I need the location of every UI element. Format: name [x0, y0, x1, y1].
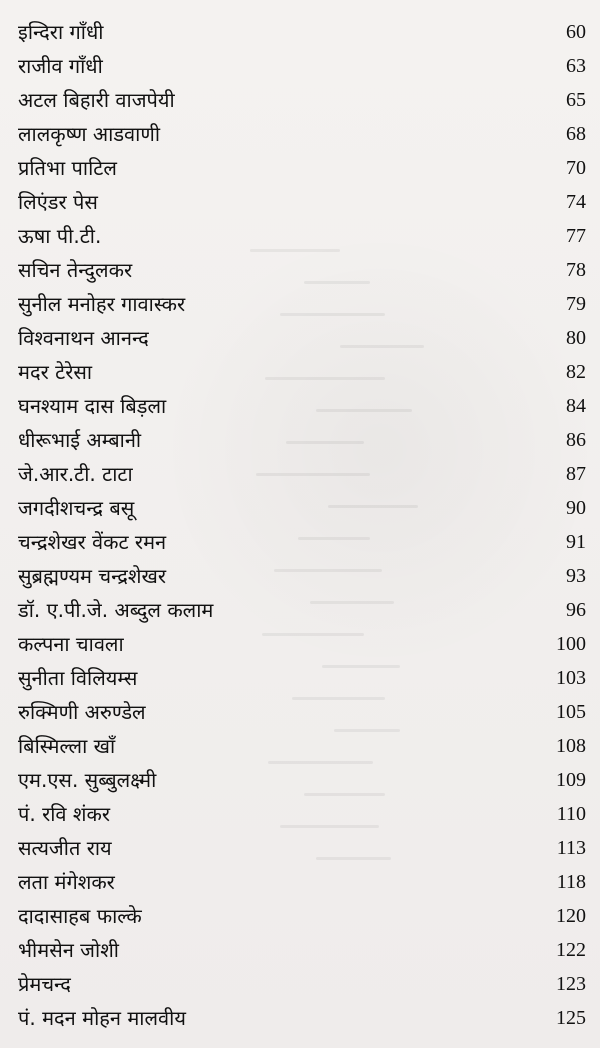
toc-entry	[18, 287, 586, 321]
toc-entry-page-number: 109	[556, 769, 586, 791]
toc-entry	[18, 151, 586, 185]
toc-entry-title: प्रतिभा पाटिल	[18, 156, 117, 180]
toc-entry	[18, 865, 586, 899]
toc-entry-title: इन्दिरा गाँधी	[18, 20, 104, 44]
toc-entry-page-number: 84	[566, 395, 586, 417]
toc-entry-page-number: 100	[556, 633, 586, 655]
toc-entry-page-number: 80	[566, 327, 586, 349]
toc-entry	[18, 219, 586, 253]
toc-entry-title: एम.एस. सुब्बुलक्ष्मी	[18, 768, 157, 792]
toc-entry	[18, 525, 586, 559]
toc-entry-title: विश्वनाथन आनन्द	[18, 326, 149, 350]
toc-entry-title: सुनील मनोहर गावास्कर	[18, 292, 186, 316]
toc-entry-page-number: 122	[556, 939, 586, 961]
toc-entry-title: जे.आर.टी. टाटा	[18, 462, 133, 486]
toc-entry-title: सुनीता विलियम्स	[18, 666, 138, 690]
table-of-contents	[18, 15, 586, 1035]
toc-entry-page-number: 82	[566, 361, 586, 383]
toc-entry-page-number: 91	[566, 531, 586, 553]
toc-entry-page-number: 125	[556, 1007, 586, 1029]
toc-entry-page-number: 60	[566, 21, 586, 43]
toc-entry	[18, 117, 586, 151]
toc-entry	[18, 49, 586, 83]
toc-entry-title: सचिन तेन्दुलकर	[18, 258, 133, 282]
toc-entry	[18, 661, 586, 695]
toc-entry-page-number: 63	[566, 55, 586, 77]
toc-entry-title: घनश्याम दास बिड़ला	[18, 394, 167, 418]
toc-entry	[18, 83, 586, 117]
toc-entry-page-number: 79	[566, 293, 586, 315]
toc-entry	[18, 729, 586, 763]
toc-entry	[18, 627, 586, 661]
toc-entry	[18, 1001, 586, 1035]
toc-entry	[18, 797, 586, 831]
toc-entry	[18, 491, 586, 525]
toc-entry-page-number: 123	[556, 973, 586, 995]
toc-entry-page-number: 90	[566, 497, 586, 519]
toc-entry-page-number: 96	[566, 599, 586, 621]
toc-entry-page-number: 113	[556, 837, 586, 859]
toc-entry-title: अटल बिहारी वाजपेयी	[18, 88, 175, 112]
toc-entry	[18, 457, 586, 491]
toc-entry-title: राजीव गाँधी	[18, 54, 103, 78]
toc-entry-page-number: 120	[556, 905, 586, 927]
toc-entry-title: पं. रवि शंकर	[18, 802, 111, 826]
toc-entry	[18, 15, 586, 49]
toc-entry	[18, 967, 586, 1001]
toc-entry-title: रुक्मिणी अरुण्डेल	[18, 700, 146, 724]
toc-entry	[18, 185, 586, 219]
toc-entry	[18, 763, 586, 797]
toc-entry-title: सत्यजीत राय	[18, 836, 112, 860]
toc-entry-title: डॉ. ए.पी.जे. अब्दुल कलाम	[18, 598, 214, 622]
toc-entry	[18, 423, 586, 457]
toc-entry	[18, 899, 586, 933]
toc-entry-title: प्रेमचन्द	[18, 972, 71, 996]
toc-entry-title: चन्द्रशेखर वेंकट रमन	[18, 530, 167, 554]
toc-entry-title: लालकृष्ण आडवाणी	[18, 122, 160, 146]
toc-entry-title: जगदीशचन्द्र बसू	[18, 496, 135, 520]
toc-entry	[18, 593, 586, 627]
toc-entry-title: लता मंगेशकर	[18, 870, 115, 894]
toc-entry-page-number: 65	[566, 89, 586, 111]
toc-entry-page-number: 77	[566, 225, 586, 247]
toc-entry-title: धीरूभाई अम्बानी	[18, 428, 142, 452]
toc-entry	[18, 355, 586, 389]
toc-entry	[18, 559, 586, 593]
toc-entry	[18, 253, 586, 287]
toc-entry-page-number: 70	[566, 157, 586, 179]
toc-entry-page-number: 93	[566, 565, 586, 587]
toc-entry-title: सुब्रह्मण्यम चन्द्रशेखर	[18, 564, 167, 588]
toc-entry	[18, 321, 586, 355]
toc-entry-page-number: 74	[566, 191, 586, 213]
toc-entry	[18, 389, 586, 423]
toc-entry-page-number: 108	[556, 735, 586, 757]
toc-entry-page-number: 118	[556, 871, 586, 893]
toc-entry-page-number: 110	[556, 803, 586, 825]
toc-entry-page-number: 87	[566, 463, 586, 485]
toc-entry-page-number: 103	[556, 667, 586, 689]
toc-entry-title: मदर टेरेसा	[18, 360, 93, 384]
toc-entry-page-number: 86	[566, 429, 586, 451]
toc-entry	[18, 695, 586, 729]
toc-entry	[18, 831, 586, 865]
toc-entry-title: कल्पना चावला	[18, 632, 124, 656]
toc-entry-title: लिएंडर पेस	[18, 190, 98, 214]
toc-entry-title: पं. मदन मोहन मालवीय	[18, 1006, 186, 1030]
toc-entry-title: दादासाहब फाल्के	[18, 904, 142, 928]
toc-entry-title: बिस्मिल्ला खाँ	[18, 734, 116, 758]
toc-entry	[18, 933, 586, 967]
toc-entry-title: भीमसेन जोशी	[18, 938, 119, 962]
toc-entry-page-number: 78	[566, 259, 586, 281]
toc-entry-page-number: 105	[556, 701, 586, 723]
toc-entry-page-number: 68	[566, 123, 586, 145]
toc-entry-title: ऊषा पी.टी.	[18, 224, 102, 248]
